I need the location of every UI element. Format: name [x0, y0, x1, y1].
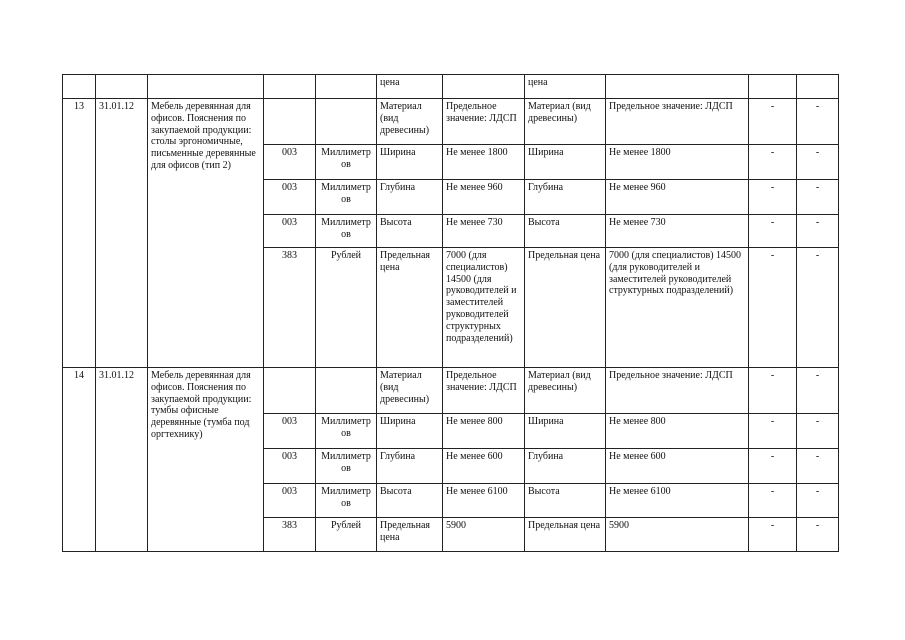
dash-cell: - — [749, 484, 797, 518]
dash-cell: - — [797, 414, 839, 449]
dash-cell: - — [749, 518, 797, 552]
item-name: Мебель деревянная для офисов. Пояснения по закупаемой продукции: столы эргономичные, письменные деревянные для офисов (тип 2) — [148, 99, 264, 368]
unit-name — [316, 99, 377, 145]
dash-cell: - — [797, 368, 839, 414]
okei-code: 383 — [264, 518, 316, 552]
okei-code: 003 — [264, 145, 316, 180]
header-cell — [797, 75, 839, 99]
characteristic: Глубина — [525, 180, 606, 215]
unit-name — [316, 368, 377, 414]
dash-cell: - — [797, 180, 839, 215]
dash-cell: - — [749, 215, 797, 248]
characteristic: Предельная цена — [525, 248, 606, 368]
table-row — [63, 368, 839, 414]
characteristic: Ширина — [525, 145, 606, 180]
characteristic-value: 7000 (для специалистов) 14500 (для руководителей и заместителей руководителей структурных подразделений) — [443, 248, 525, 368]
dash-cell: - — [749, 368, 797, 414]
characteristic: Высота — [377, 215, 443, 248]
characteristic: Глубина — [377, 180, 443, 215]
okei-code: 003 — [264, 180, 316, 215]
item-name: Мебель деревянная для офисов. Пояснения по закупаемой продукции: тумбы офисные деревянные (тумба под оргтехнику) — [148, 368, 264, 552]
okei-code: 003 — [264, 414, 316, 449]
characteristic-value: Предельное значение: ЛДСП — [443, 368, 525, 414]
header-row — [63, 75, 839, 99]
characteristic-value: 5900 — [443, 518, 525, 552]
dash-cell: - — [749, 414, 797, 449]
characteristic: Предельная цена — [377, 518, 443, 552]
dash-cell: - — [797, 518, 839, 552]
unit-name: Миллиметров — [316, 145, 377, 180]
characteristic: Высота — [525, 215, 606, 248]
characteristic: Ширина — [377, 145, 443, 180]
item-code: 31.01.12 — [96, 368, 148, 552]
okei-code — [264, 368, 316, 414]
characteristic-value: Не менее 6100 — [443, 484, 525, 518]
header-cell — [443, 75, 525, 99]
header-cell — [63, 75, 96, 99]
unit-name: Миллиметров — [316, 449, 377, 484]
characteristic-value: Не менее 600 — [443, 449, 525, 484]
dash-cell: - — [797, 449, 839, 484]
characteristic: Предельная цена — [377, 248, 443, 368]
okei-code — [264, 99, 316, 145]
item-number: 14 — [63, 368, 96, 552]
header-cell-price: цена — [377, 75, 443, 99]
characteristic: Материал (вид древесины) — [377, 368, 443, 414]
characteristic: Глубина — [377, 449, 443, 484]
okei-code: 003 — [264, 215, 316, 248]
dash-cell: - — [749, 449, 797, 484]
dash-cell: - — [797, 484, 839, 518]
characteristic: Материал (вид древесины) — [525, 99, 606, 145]
characteristic-value: Не менее 600 — [606, 449, 749, 484]
characteristic-value: Не менее 1800 — [606, 145, 749, 180]
characteristic-value: Предельное значение: ЛДСП — [606, 368, 749, 414]
okei-code: 383 — [264, 248, 316, 368]
dash-cell: - — [797, 145, 839, 180]
header-cell — [606, 75, 749, 99]
characteristic: Глубина — [525, 449, 606, 484]
table-row — [63, 99, 839, 145]
unit-name: Миллиметров — [316, 180, 377, 215]
item-number: 13 — [63, 99, 96, 368]
characteristic-value: Не менее 730 — [443, 215, 525, 248]
header-cell — [264, 75, 316, 99]
characteristic-value: Не менее 800 — [443, 414, 525, 449]
characteristic: Предельная цена — [525, 518, 606, 552]
characteristic-value: Предельное значение: ЛДСП — [606, 99, 749, 145]
dash-cell: - — [797, 215, 839, 248]
characteristic: Высота — [377, 484, 443, 518]
characteristic-value: 5900 — [606, 518, 749, 552]
item-code: 31.01.12 — [96, 99, 148, 368]
characteristic: Ширина — [377, 414, 443, 449]
characteristic-value: Не менее 730 — [606, 215, 749, 248]
characteristic-value: Не менее 960 — [443, 180, 525, 215]
unit-name: Миллиметров — [316, 414, 377, 449]
characteristic: Материал (вид древесины) — [525, 368, 606, 414]
dash-cell: - — [797, 248, 839, 368]
unit-name: Рублей — [316, 518, 377, 552]
header-cell — [96, 75, 148, 99]
okei-code: 003 — [264, 449, 316, 484]
header-cell — [316, 75, 377, 99]
requirements-table — [62, 74, 839, 552]
characteristic-value: Не менее 6100 — [606, 484, 749, 518]
characteristic-value: Не менее 1800 — [443, 145, 525, 180]
dash-cell: - — [749, 248, 797, 368]
header-cell-price: цена — [525, 75, 606, 99]
okei-code: 003 — [264, 484, 316, 518]
unit-name: Рублей — [316, 248, 377, 368]
characteristic-value: Не менее 960 — [606, 180, 749, 215]
header-cell — [148, 75, 264, 99]
dash-cell: - — [749, 180, 797, 215]
unit-name: Миллиметров — [316, 215, 377, 248]
characteristic: Высота — [525, 484, 606, 518]
header-cell — [749, 75, 797, 99]
characteristic-value: Предельное значение: ЛДСП — [443, 99, 525, 145]
unit-name: Миллиметров — [316, 484, 377, 518]
characteristic: Ширина — [525, 414, 606, 449]
characteristic-value: 7000 (для специалистов) 14500 (для руководителей и заместителей руководителей структурных подразделений) — [606, 248, 749, 368]
dash-cell: - — [749, 145, 797, 180]
characteristic: Материал (вид древесины) — [377, 99, 443, 145]
characteristic-value: Не менее 800 — [606, 414, 749, 449]
dash-cell: - — [797, 99, 839, 145]
dash-cell: - — [749, 99, 797, 145]
